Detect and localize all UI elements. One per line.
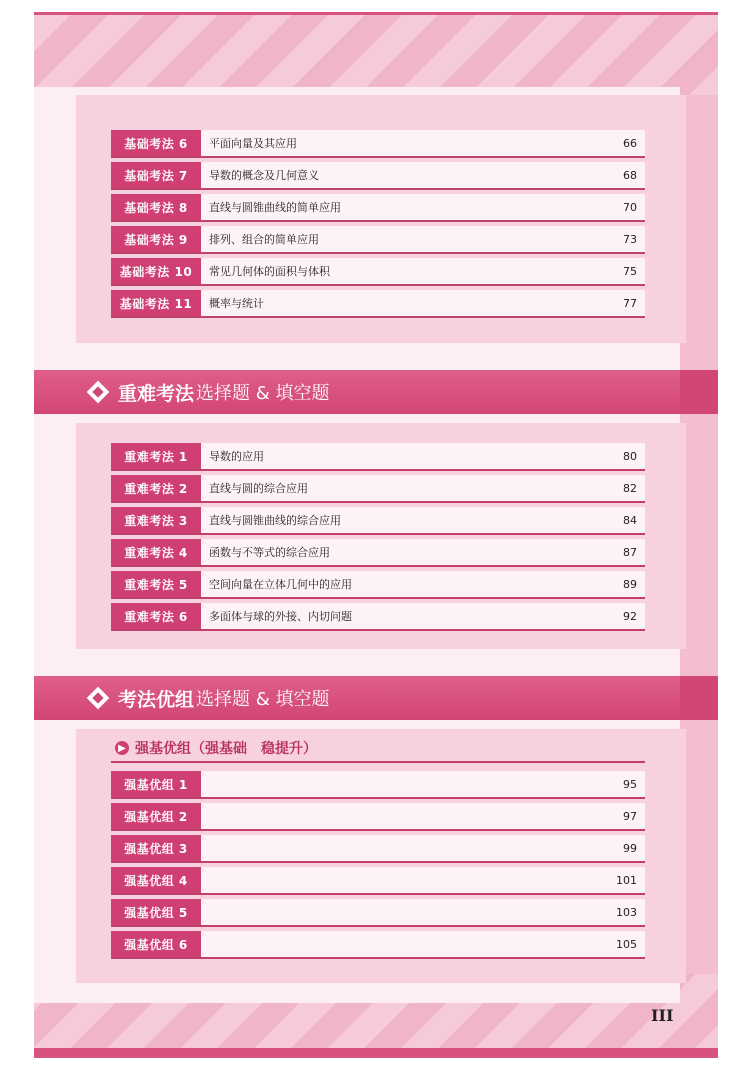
row-title [201,899,597,925]
row-title: 排列、组合的简单应用 [209,233,319,246]
row-title: 直线与圆的综合应用 [209,482,308,495]
row-title: 概率与统计 [209,297,264,310]
row-page: 77 [623,296,637,310]
arrow-circle-icon: ▶ [115,741,129,755]
row-page: 89 [623,577,637,591]
toc-row[interactable] [111,571,645,599]
toc-row[interactable] [111,899,645,927]
toc-row[interactable] [111,194,645,222]
row-page: 87 [623,545,637,559]
toc-row[interactable] [111,931,645,959]
row-page: 73 [623,232,637,246]
row-title: 平面向量及其应用 [209,137,297,150]
row-title: 导数的概念及几何意义 [209,169,319,182]
row-tag: 基础考法 8 [111,194,201,220]
toc-row[interactable] [111,475,645,503]
toc-row[interactable] [111,771,645,799]
row-page: 101 [616,873,637,887]
row-title: 常见几何体的面积与体积 [209,265,330,278]
sub-heading-text: 强基优组（强基础 稳提升） [135,741,317,757]
banner-strong-text: 重难考法 [118,382,195,405]
row-title: 多面体与球的外接、内切问题 [209,610,352,623]
row-page: 82 [623,481,637,495]
banner-rest-text: 选择题 & 填空题 [196,383,330,404]
row-tag: 强基优组 3 [111,835,201,861]
book-page [34,12,718,1058]
toc-row[interactable] [111,130,645,158]
row-tag: 基础考法 10 [111,258,201,284]
banner-rest-text: 选择题 & 填空题 [196,689,330,710]
row-page: 92 [623,609,637,623]
row-page: 66 [623,136,637,150]
row-title: 直线与圆锥曲线的综合应用 [209,514,341,527]
row-tag: 重难考法 4 [111,539,201,565]
toc-row[interactable] [111,443,645,471]
row-tag: 基础考法 11 [111,290,201,316]
row-tag: 重难考法 6 [111,603,201,629]
diamond-icon [87,381,110,404]
row-title [201,931,597,957]
row-tag: 强基优组 6 [111,931,201,957]
toc-row[interactable] [111,603,645,631]
toc-row[interactable] [111,867,645,895]
row-tag: 重难考法 5 [111,571,201,597]
row-page: 75 [623,264,637,278]
top-watermark-band [34,15,718,95]
row-title [201,867,597,893]
toc-row[interactable] [111,507,645,535]
row-page: 99 [623,841,637,855]
row-page: 103 [616,905,637,919]
row-page: 97 [623,809,637,823]
row-page: 70 [623,200,637,214]
row-tag: 强基优组 4 [111,867,201,893]
row-tag: 重难考法 3 [111,507,201,533]
sub-heading [111,735,645,763]
row-tag: 重难考法 2 [111,475,201,501]
banner-edge-tab [680,370,718,414]
section-banner-hard [34,370,680,414]
section-banner-groups [34,676,680,720]
row-page: 80 [623,449,637,463]
diamond-icon [87,687,110,710]
toc-row[interactable] [111,539,645,567]
toc-row[interactable] [111,162,645,190]
row-page: 105 [616,937,637,951]
toc-panel [34,87,680,1003]
toc-row[interactable] [111,226,645,254]
row-tag: 强基优组 1 [111,771,201,797]
banner-strong-text: 考法优组 [118,688,195,711]
row-title: 空间向量在立体几何中的应用 [209,578,352,591]
row-page: 95 [623,777,637,791]
row-tag: 强基优组 2 [111,803,201,829]
row-tag: 重难考法 1 [111,443,201,469]
row-tag: 强基优组 5 [111,899,201,925]
page-number: III [651,1006,674,1025]
row-page: 84 [623,513,637,527]
toc-row[interactable] [111,258,645,286]
banner-edge-tab [680,676,718,720]
row-title: 导数的应用 [209,450,264,463]
toc-row[interactable] [111,835,645,863]
row-title: 直线与圆锥曲线的简单应用 [209,201,341,214]
row-title [201,771,597,797]
row-tag: 基础考法 7 [111,162,201,188]
toc-row[interactable] [111,290,645,318]
toc-row[interactable] [111,803,645,831]
row-title: 函数与不等式的综合应用 [209,546,330,559]
row-title [201,803,597,829]
row-tag: 基础考法 9 [111,226,201,252]
row-page: 68 [623,168,637,182]
row-tag: 基础考法 6 [111,130,201,156]
row-title [201,835,597,861]
